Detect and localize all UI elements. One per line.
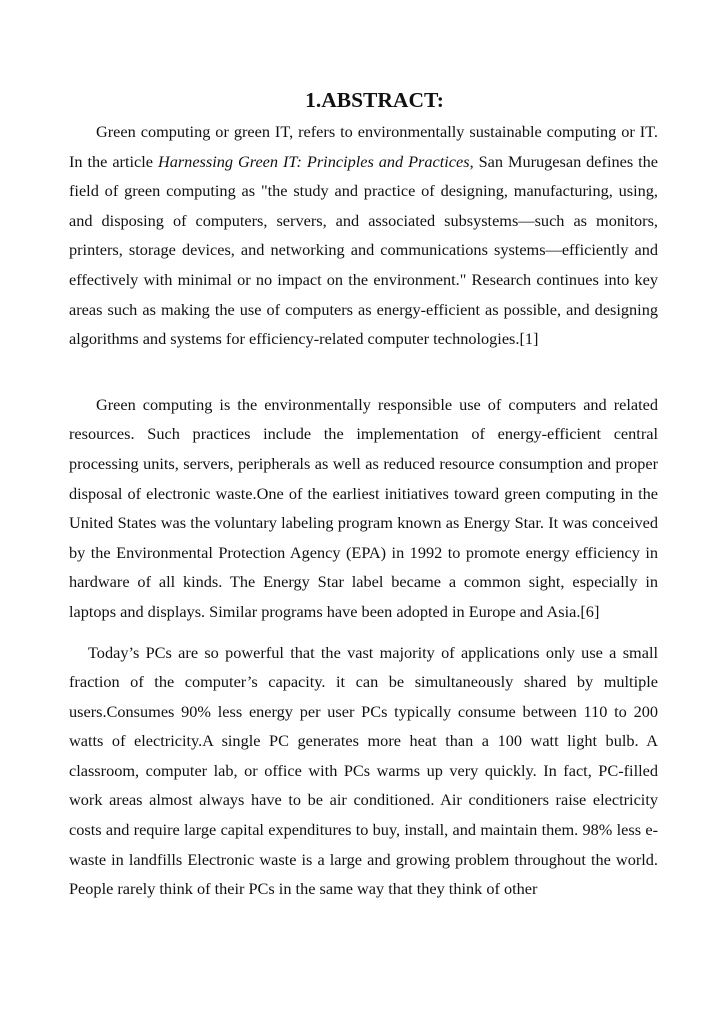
paragraph-green-it-definition xyxy=(69,117,658,354)
paragraph-text: , San Murugesan defines the field of green computing as "the study and practice of designing, manufacturing, using, and disposing of computers, servers, and associated subsystems—such as monitors, printers, storage devices, and networking and communications systems—efficiently and effectively with minimal or no impact on the environment." Research continues into key areas such as making the use of computers as energy-efficient as possible, and designing algorithms and systems for efficiency-related computer technologies.[1] xyxy=(69,151,658,349)
paragraph-energy-star: Green computing is the environmentally responsible use of computers and related resources. Such practices include the implementation of energy-efficient central processing units, servers, peripherals as well as reduced resource consumption and proper disposal of electronic waste.One of the earliest initiatives toward green computing in the United States was the voluntary labeling program known as Energy Star. It was conceived by the Environmental Protection Agency (EPA) in 1992 to promote energy efficiency in hardware of all kinds. The Energy Star label became a common sight, especially in laptops and displays. Similar programs have been adopted in Europe and Asia.[6] xyxy=(69,394,658,621)
article-title: Harnessing Green IT: Principles and Practices xyxy=(157,151,470,171)
paragraph-pc-energy: Today’s PCs are so powerful that the vast majority of applications only use a small fraction of the computer’s capacity. it can be simultaneously shared by multiple users.Consumes 90% less energy per user PCs typically consume between 110 to 200 watts of electricity.A single PC generates more heat than a 100 watt light bulb. A classroom, computer lab, or office with PCs warms up very quickly. In fact, PC-filled work areas almost always have to be air conditioned. Air conditioners raise electricity costs and require large capital expenditures to buy, install, and maintain them. 98% less e-waste in landfills Electronic waste is a large and growing problem throughout the world. People rarely think of their PCs in the same way that they think of other xyxy=(69,642,658,899)
document-page xyxy=(69,84,658,904)
abstract-heading: 1.ABSTRACT: xyxy=(305,88,444,112)
paragraph-text: Green computing or green IT, refers to environmentally sustainable computing or IT. In the article xyxy=(69,122,658,171)
